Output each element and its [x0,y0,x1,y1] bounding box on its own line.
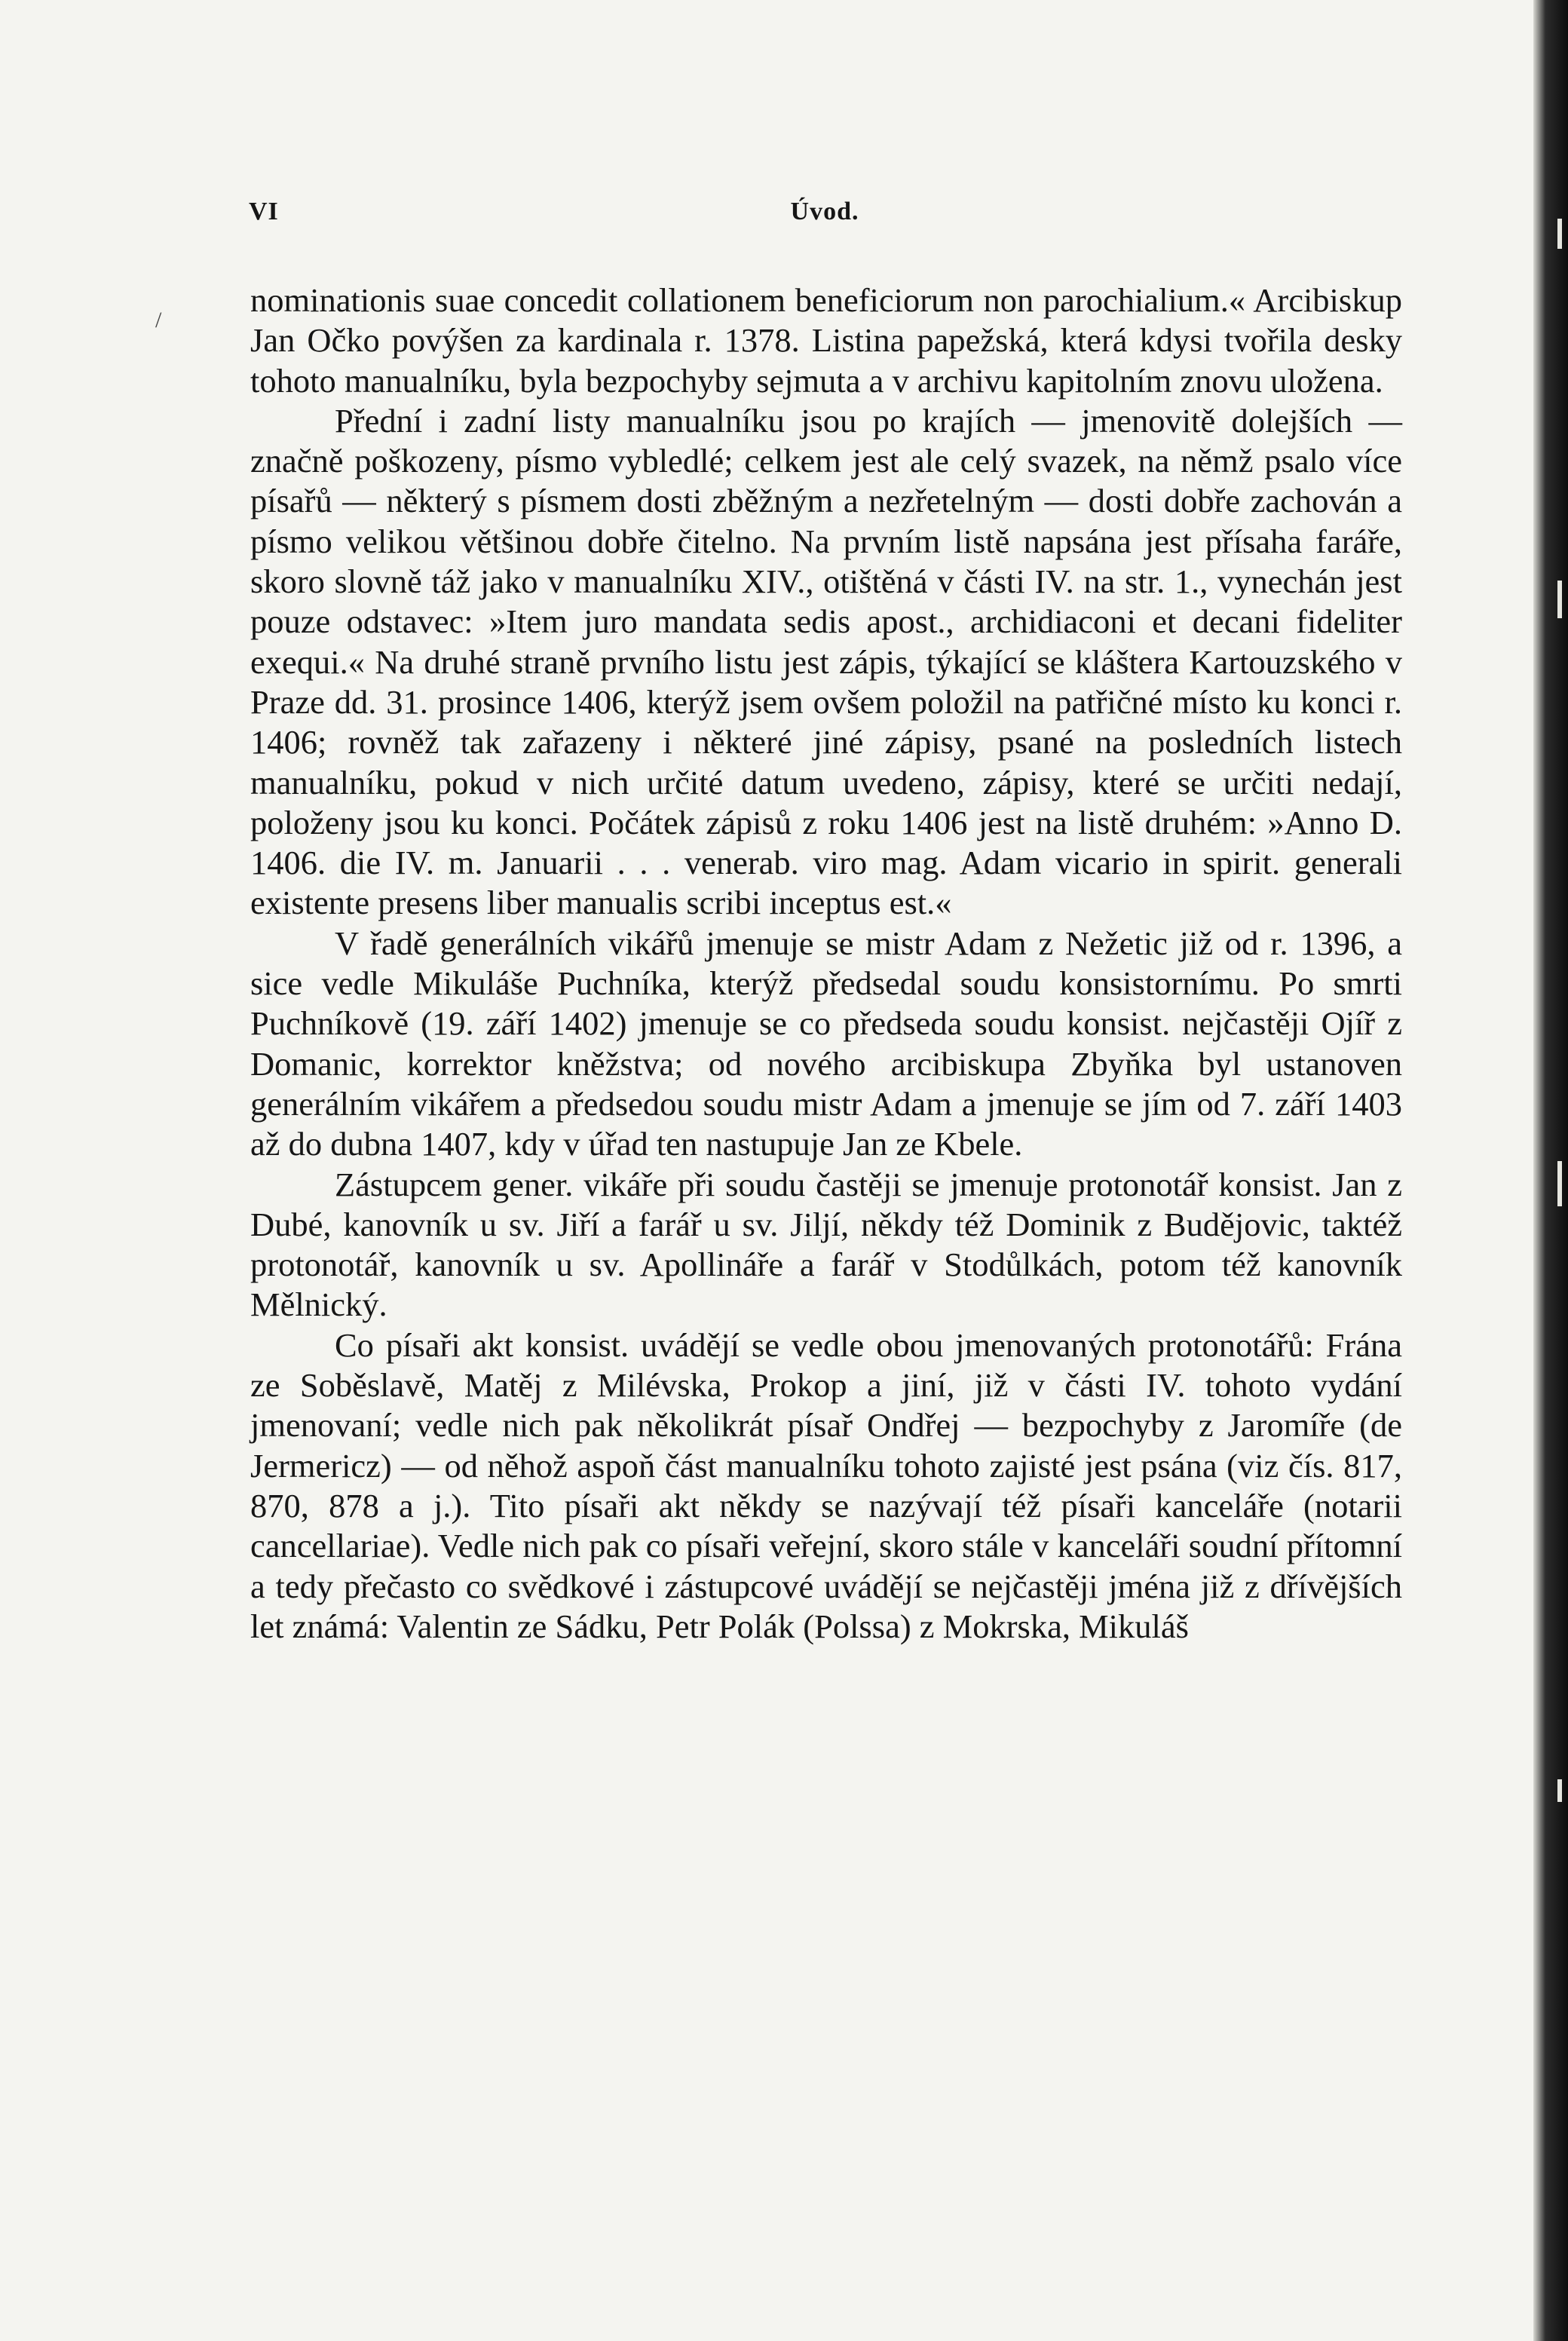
body-text [250,280,1402,1647]
paragraph-vicars-general: V řadě generálních vikářů jmenuje se mistr Adam z Nežetic již od r. 1396, a sice vedle Mikuláše Puchníka, kterýž předsedal soudu konsistornímu. Po smrti Puchníkově (19. září 1402) jmenuje se co předseda soudu konsist. nejčastěji Ojíř z Domanic, korrektor kněžstva; od nového arcibiskupa Zbyňka byl ustanoven generálním vikářem a předsedou soudu mistr Adam a jmenuje se jím od 7. září 1403 až do dubna 1407, kdy v úřad ten nastupuje Jan ze Kbele. [250,924,1402,1163]
scan-speck: / [155,308,162,332]
paragraph-scribes: Co písaři akt konsist. uvádějí se vedle obou jmenovaných protonotářů: Frána ze Soběslavě, Matěj z Milévska, Prokop a jiní, již v části IV. tohoto vydání jmenovaní; vedle nich pak několikrát písař Ondřej — bezpochyby z Jaromíře (de Jermericz) — od něhož aspoň část manualníku tohoto zajisté jest psána (viz čís. 817, 870, 878 a j.). Tito písaři akt někdy se nazývají též písaři kanceláře (notarii cancellariae). Vedle nich pak co písaři veřejní, skoro stále v kanceláři soudní přítomní a tedy přečasto co svědkové i zástupcové uvádějí se nejčastěji jména již z dřívějších let známá: Valentin ze Sádku, Petr Polák (Polssa) z Mokrska, Mikuláš [250,1325,1402,1645]
paragraph-continuation: nominationis suae concedit collationem beneficiorum non parochialium.« Arcibiskup Jan Očko povýšen za kardinala r. 1378. Listina papežská, která kdysi tvořila desky tohoto manualníku, byla bezpochyby sejmuta a v archivu kapitolním znovu uložena. [250,281,1402,400]
scanned-page-edge [1533,0,1568,2341]
running-title: Úvod. [790,198,859,225]
paragraph-manuscript-condition: Přední i zadní listy manualníku jsou po krajích — jmenovitě dolejších — značně poškozeny, písmo vybledlé; celkem jest ale celý svazek, na němž psalo více písařů — některý s písmem dosti zběžným a nezřetelným — dosti dobře zachován a písmo velikou většinou dobře čitelno. Na prvním listě napsána jest přísaha faráře, skoro slovně táž jako v manualníku XIV., otištěná v části IV. na str. 1., vynechán jest pouze odstavec: »Item juro mandata sedis apost., archidiaconi et decani fideliter exequi.« Na druhé straně prvního listu jest zápis, týkající se kláštera Kartouzského v Praze dd. 31. prosince 1406, kterýž jsem ovšem položil na patřičné místo ku konci r. 1406; rovněž tak zařazeny i některé jiné zápisy, psané na posledních listech manualníku, pokud v nich určité datum uvedeno, zápisy, které se určiti nedají, položeny jsou ku konci. Počátek zápisů z roku 1406 jest na listě druhém: »Anno D. 1406. die IV. m. Januarii . . . venerab. viro mag. Adam vicario in spirit. generali existente presens liber manualis scribi inceptus est.« [250,401,1402,922]
running-head [249,198,1401,232]
paragraph-deputy: Zástupcem gener. vikáře při soudu častěji se jmenuje protonotář konsist. Jan z Dubé, kanovník u sv. Jiří a farář u sv. Jiljí, někdy též Dominik z Budějovic, taktéž protonotář, kanovník u sv. Apollináře a farář v Stodůlkách, potom též kanovník Mělnický. [250,1165,1402,1324]
page-number: VI [249,198,279,225]
